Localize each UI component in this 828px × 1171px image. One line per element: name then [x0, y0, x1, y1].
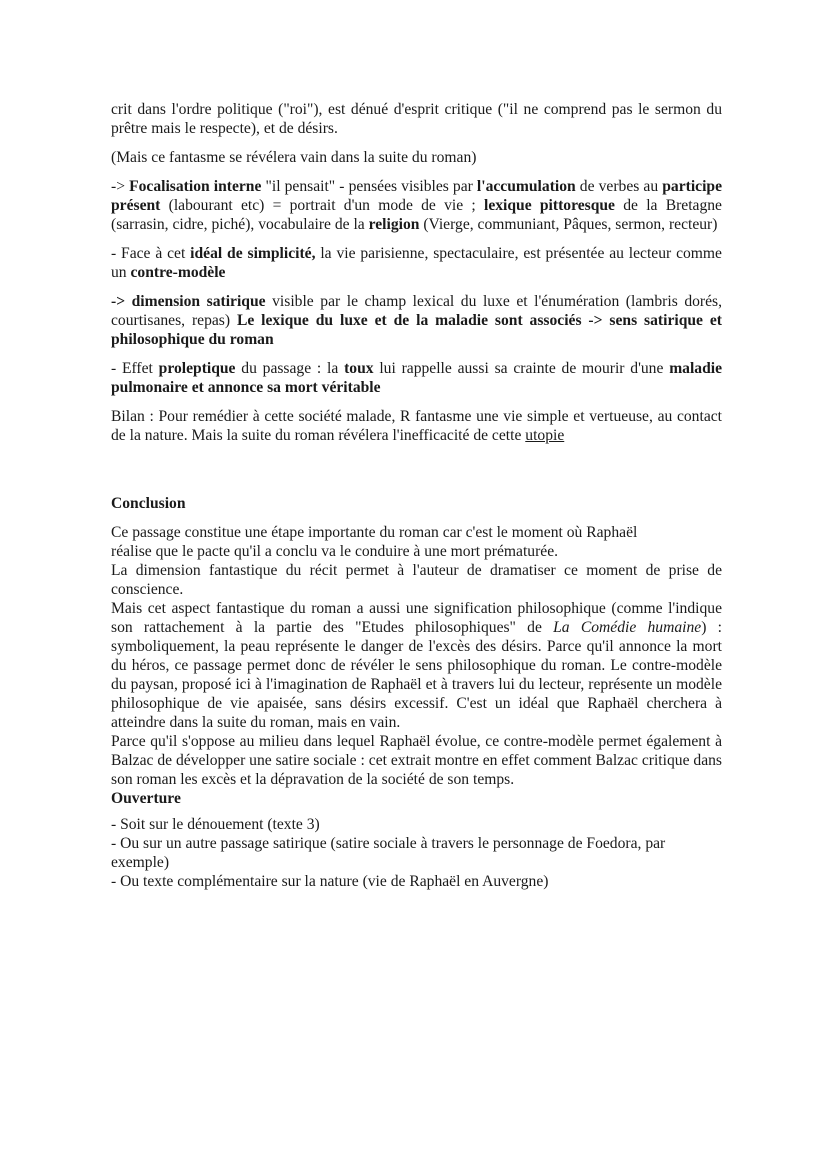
conclusion-paragraph-satire: Parce qu'il s'oppose au milieu dans lequel Raphaël évolue, ce contre-modèle permet également à Balzac de développer une satire sociale : cet extrait montre en effet comment Balzac critique dans son roman les excès et la dépravation de la société de son temps.	[111, 733, 722, 788]
analysis-section	[111, 100, 722, 445]
conclusion-paragraph-fantastic: La dimension fantastique du récit permet à l'auteur de dramatiser ce moment de prise de conscience.	[111, 562, 722, 598]
paragraph-bilan: Bilan : Pour remédier à cette société malade, R fantasme une vie simple et vertueuse, au contact de la nature. Mais la suite du roman révélera l'inefficacité de cette utopie	[111, 408, 722, 444]
conclusion-heading: Conclusion	[111, 495, 186, 512]
paragraph-peasant-portrait: crit dans l'ordre politique ("roi"), est dénué d'esprit critique ("il ne comprend pas le sermon du prêtre mais le respecte), et de désirs.	[111, 101, 722, 137]
paragraph-satirical-dimension: -> dimension satirique visible par le champ lexical du luxe et l'énumération (lambris dorés, courtisanes, repas) Le lexique du luxe et de la maladie sont associés -> sens satirique et philosophique du roman	[111, 293, 723, 348]
paragraph-internal-focalisation: -> Focalisation interne "il pensait" - pensées visibles par l'accumulation de verbes au participe présent (labourant etc) = portrait d'un mode de vie ; lexique pittoresque de la Bretagne (sarrasin, cidre, piché), vocabulaire de la religion (Vierge, communiant, Pâques, sermon, recteur)	[111, 178, 722, 233]
conclusion-line-1: Ce passage constitue une étape importante du roman car c'est le moment où Raphaël	[111, 524, 638, 541]
utopie-link[interactable]: utopie	[525, 427, 565, 444]
conclusion-paragraph-philosophy: Mais cet aspect fantastique du roman a aussi une signification philosophique (comme l'indique son rattachement à la partie des "Etudes philosophiques" de La Comédie humaine) : symboliquement, la peau représente le danger de l'excès des désirs. Parce qu'il annonce la mort du héros, ce passage permet donc de révéler le sens philosophique du roman. Le contre-modèle du paysan, proposé ici à l'imagination de Raphaël et à travers lui du lecteur, représente un modèle philosophique de vie apaisée, sans désirs excessif. C'est un idéal que Raphaël cherchera à atteindre dans la suite du roman, mais en vain.	[111, 600, 722, 731]
conclusion-section	[111, 494, 722, 891]
paragraph-vain-fantasy: (Mais ce fantasme se révélera vain dans la suite du roman)	[111, 149, 477, 166]
paragraph-counter-model: - Face à cet idéal de simplicité, la vie parisienne, spectaculaire, est présentée au lecteur comme un contre-modèle	[111, 245, 722, 281]
ouverture-item-2: - Ou sur un autre passage satirique (satire sociale à travers le personnage de Foedora, par exemple)	[111, 835, 666, 871]
ouverture-heading: Ouverture	[111, 790, 181, 807]
conclusion-line-2: réalise que le pacte qu'il a conclu va le conduire à une mort prématurée.	[111, 543, 559, 560]
paragraph-proleptic-effect: - Effet proleptique du passage : la toux lui rappelle aussi sa crainte de mourir d'une maladie pulmonaire et annonce sa mort véritable	[111, 360, 723, 396]
ouverture-item-1: - Soit sur le dénouement (texte 3)	[111, 816, 320, 833]
ouverture-item-3: - Ou texte complémentaire sur la nature (vie de Raphaël en Auvergne)	[111, 873, 549, 890]
